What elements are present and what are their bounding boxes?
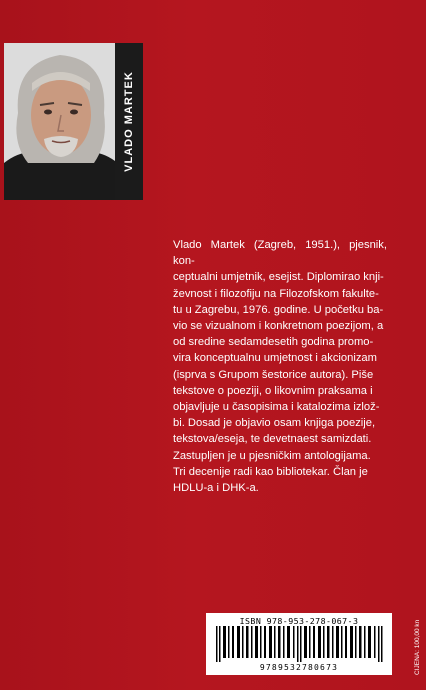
author-biography: Vlado Martek (Zagreb, 1951.), pjesnik, kon- ceptualni umjetnik, esejist. Diplomirao knji- ževnost i filozofiju na Filozofskom fakulte- tu u Zagrebu, 1976. godine. U početku ba- vio se vizualnom i konkretnom poezijom, a od sredine sedamdesetih godina promo- vira konceptualnu umjetnost i akcionizam (isprva s Grupom šestorice autora). Piše tekstove o poeziji, o likovnim praksama i objavljuje u časopisima i katalozima izlož- bi. Dosad je objavio osam knjiga poezije, tekstova/eseja, te devetnaest samizdati. Zastupljen je u pjesničkim antologijama. Tri decenije radi kao bibliotekar. Član je HDLU-a i DHK-a. [173, 239, 387, 495]
author-photo-frame [4, 43, 143, 200]
author-name: VLADO MARTEK [123, 71, 135, 172]
ean-digits: 9789532780673 [259, 663, 339, 672]
author-portrait-illustration [4, 43, 115, 200]
isbn-number: ISBN 978-953-278-067-3 [239, 616, 359, 626]
price-label: CIJENA: 100,00 kn [414, 619, 421, 675]
barcode-label [206, 613, 392, 675]
author-photo [4, 43, 115, 200]
barcode-icon [210, 626, 388, 662]
